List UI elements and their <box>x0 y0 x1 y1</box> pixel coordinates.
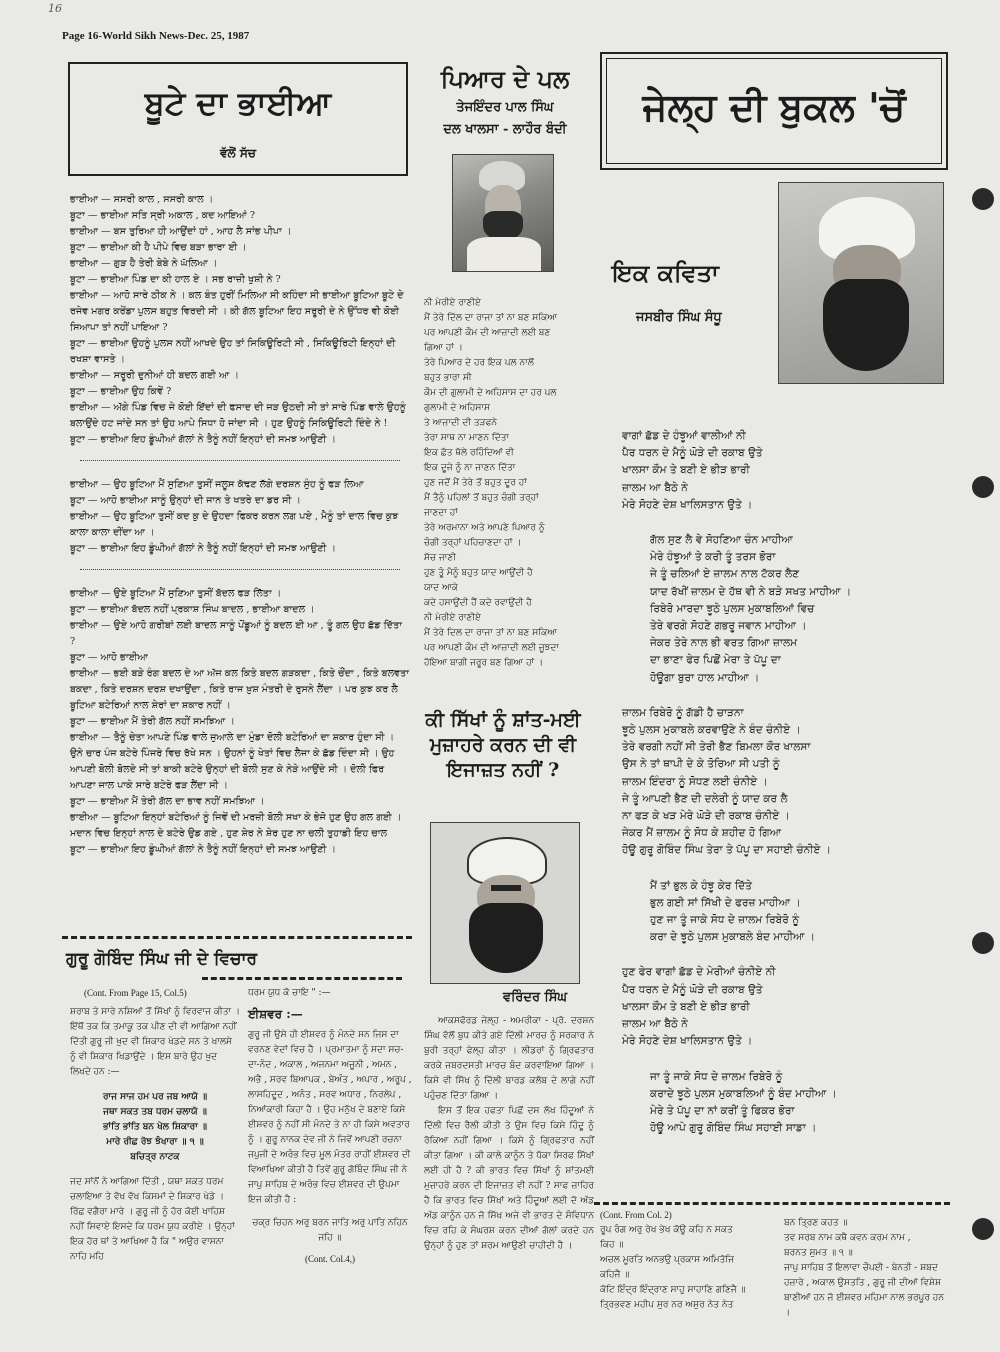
poem-line: ਮੈਂ ਤੇਰੇ ਦਿੱਲ ਦਾ ਰਾਜਾ ਤਾਂ ਨਾ ਬਣ ਸਕਿਆ <box>424 313 558 323</box>
poem-stanza <box>622 428 948 514</box>
poem-line: ਦਾ ਭਾਣਾ ਫੇਰ ਪਿਛੋਂ ਮੇਰਾ ਤੇ ਪੱਪੂ ਦਾ <box>650 654 781 667</box>
guru-col-a <box>70 986 240 1265</box>
left-story-body <box>70 192 410 858</box>
poem-line: ਜਾਣਦਾ ਹਾਂ <box>424 508 458 518</box>
poem-line: ਯਾਦ ਆਕੇ <box>424 583 458 593</box>
jail-title: ਜੇਲ੍ਹ ਦੀ ਬੁਕਲ 'ਚੋਂ <box>642 84 906 129</box>
poem-line: ਨਾ ਫੜ ਕੇ ਖੜ ਮੇਰੇ ਘੋੜੇ ਦੀ ਰਕਾਬ ਚੰਨੀਏ । <box>622 810 790 823</box>
continued-line: ਤਵ ਸਰਬ ਨਾਮ ਕਥੈ ਕਵਨ ਕਰਮ ਨਾਮ , <box>784 1233 911 1243</box>
guru-story-header <box>62 930 412 986</box>
poem-line: ਨੀ ਮੇਰੀਏ ਰਾਣੀਏ <box>424 298 481 308</box>
poem-line: ਗੁਲਾਮੀ ਦੇ ਅਹਿਸਾਸ <box>424 403 490 413</box>
dialogue-line: ਭਾਈਆ — ਗੁੜ ਹੈ ਤੇਰੀ ਬੇਬੇ ਨੇ ਘੱਲਿਆ । <box>70 258 218 269</box>
poem-line: ਜ਼ਾਲਮ ਆ ਬੈਠੇ ਨੇ <box>622 481 688 494</box>
poem-line: ਕੌਮ ਦੀ ਗੁਲਾਮੀ ਦੇ ਅਹਿਸਾਸ ਦਾ ਹਰ ਪਲ <box>424 388 557 398</box>
guru-cont-to: (Cont. Col.4,) <box>304 1254 355 1264</box>
dialogue-line: ਬੂਟਾ — ਭਾਈਆ ਕੀ ਹੈ ਪੀਪੇ ਵਿਚ ਬੜਾ ਭਾਰਾ ਈ । <box>70 242 247 253</box>
continued-line: ਕਿਹ ॥ <box>600 1240 624 1250</box>
dialogue-line: ਬੂਟਾ — ਭਾਈਆ ਇਹ ਡੂੰਘੀਆਂ ਗੱਲਾਂ ਨੇ ਤੈਨੂੰ ਨਹੀਂ ਇਨ੍ਹਾਂ ਦੀ ਸਮਝ ਆਉਣੀ । <box>70 543 336 554</box>
poem-line: ਕਰਾ ਦੇ ਝੂਠੇ ਪੁਲਸ ਮੁਕਾਬਲੇ ਬੰਦ ਮਾਹੀਆ । <box>650 931 816 944</box>
dotted-divider <box>80 460 400 461</box>
poem-line: ਹੁਣ ਜਦੋਂ ਮੈਂ ਤੇਰੇ ਤੋਂ ਬਹੁਤ ਦੂਰ ਹਾਂ <box>424 478 527 488</box>
poem-stanza <box>622 964 948 1050</box>
poem-line: ਸੱਚ ਜਾਣੀ <box>424 553 456 563</box>
dialogue-line: ਭਾਈਆ — ਉਏ ਆਹੋ ਗਰੀਬਾਂ ਲਈ ਬਾਦਲ ਸਾਨੂੰ ਪੋਂਡੂਆਂ ਨੂੰ ਬਦਲ ਈ ਆ , ਤੂੰ ਗਲ ਉਹ ਛੱਡ ਦਿੱਤਾ ? <box>70 620 402 647</box>
continued-line: ਕਹਿਜੈ ॥ <box>600 1270 630 1280</box>
left-story-title-box <box>68 62 408 176</box>
dialogue-line: ਬੂਟਾ — ਭਾਈਆ ਉਹ ਕਿਵੇਂ ? <box>70 386 172 397</box>
guru-verse <box>70 1090 240 1165</box>
dashed-rule <box>202 977 402 980</box>
poem-line: ਵਾਗਾਂ ਛੱਡ ਦੇ ਹੰਝੂਆਂ ਵਾਲੀਆਂ ਨੀ <box>622 430 746 442</box>
poem-line: ਤੇਰੇ ਅਰਮਾਨਾ ਅਤੇ ਆਪਣੇ ਪਿਆਰ ਨੂੰ <box>424 523 545 533</box>
poem-line: ਰਿਬੇਰੋ ਮਾਰਦਾ ਝੂਠੇ ਪੁਲਸ ਮੁਕਾਬਲਿਆਂ ਵਿਚ <box>650 602 815 615</box>
left-block-1 <box>70 192 410 448</box>
poem-line: ਜੇ ਤੂੰ ਚਲਿਆਂ ਏ ਜ਼ਾਲਮ ਨਾਲ ਟੱਕਰ ਲੈਣ <box>650 568 800 581</box>
dialogue-line: ਭਾਈਆ — ਸਰੂਰੀ ਦੁਨੀਆਂ ਹੀ ਬਦਲ ਗਈ ਆ । <box>70 370 239 381</box>
binder-hole <box>972 1218 994 1240</box>
poem-line: ਜੇਕਰ ਤੇਰੇ ਨਾਲ ਭੀ ਵਰਤ ਗਿਆ ਜ਼ਾਲਮ <box>650 637 798 650</box>
poem-line: ਹੋਊ ਗੁਰੂ ਗੋਬਿੰਦ ਸਿੰਘ ਤੇਰਾ ਤੇ ਪੱਪੂ ਦਾ ਸਹਾਈ ਚੰਨੀਏ । <box>622 844 831 857</box>
poem-line: ਜ਼ਾਲਮ ਰਿਬੇਰੋ ਨੂੰ ਗੱਡੀ ਹੈ ਚਾੜਨਾ <box>622 706 744 719</box>
poem-line: ਕਦੇ ਹਸਾਉਂਦੀ ਹੈਂ ਕਦੇ ਰਵਾਉਂਦੀ ਹੈ <box>424 598 532 608</box>
guru-paragraph: ਸ਼ਰਾਬ ਤੇ ਸਾਰੇ ਨਸ਼ਿਆਂ ਤੋਂ ਸਿੱਖਾਂ ਨੂੰ ਵਿਰਵਾਜ ਕੀਤਾ । ਇੱਥੋਂ ਤਕ ਕਿ ਤਮਾਕੂ ਤਕ ਪੀਣ ਦੀ ਵੀ ਆਗਿਆ ਨਹੀਂ ਦਿੱਤੀ ਗੁਰੂ ਜੀ ਖ਼ੁਦ ਵੀ ਸ਼ਿਕਾਰ ਖੇਡਦੇ ਸਨ ਤੇ ਖਾਲਸੇ ਨੂੰ ਵੀ ਸ਼ਿਕਾਰ ਖਿਡਾਉਂਦੇ । ਇਸ ਬਾਰੇ ਉਹ ਖ਼ੁਦ ਲਿਖਦੇ ਹਨ :— <box>70 1007 240 1077</box>
poem-line: ਜੇਕਰ ਮੈਂ ਜ਼ਾਲਮ ਨੂੰ ਸੋਧ ਕੇ ਸ਼ਹੀਦ ਹੋ ਗਿਆ <box>622 827 782 840</box>
dialogue-line: ਭਾਈਆ — ਭਈ ਬੜੇ ਰੰਗ ਬਦਲ ਦੇ ਆ ਅੱਜ ਕਲ ਕਿਤੇ ਬਦਲ ਗੜਕਦਾ , ਕਿਤੇ ਚੌਂਦਾ , ਕਿਤੇ ਬਲਵਤਾ ਬਕਦਾ , ਕਿਤੇ ਦਰਸ਼ਨ ਦਰਸ਼ ਦਖਾਉਂਦਾ , ਕਿਤੇ ਰਾਜ ਖ਼ੁਸ਼ ਮੰਤਰੀ ਦੇ ਰੁਸਨੇ ਲੈਂਦਾ । ਪਰ ਕੁਝ ਕਰ ਲੈ ਬੂਟਿਆ ਬਟੇਰਿਆਂ ਨਾਲ ਸ਼ੇਰਾਂ ਦਾ ਸ਼ਕਾਰ ਨਹੀਂ । <box>70 668 410 711</box>
binder-hole <box>972 476 994 498</box>
poem-line: ਜਾ ਤੂੰ ਜਾਕੇ ਸੋਧ ਦੇ ਜ਼ਾਲਮ ਰਿਬੇਰੋ ਨੂੰ <box>650 1070 783 1083</box>
poem-line: ਜੇ ਤੂੰ ਆਪਣੀ ਭੈਣ ਦੀ ਦਲੇਰੀ ਨੂੰ ਯਾਦ ਕਰ ਲੈ <box>622 792 788 805</box>
dialogue-line: ਬੂਟਾ — ਭਾਈਆ ਮੈਂ ਤੇਰੀ ਗੱਲ ਨਹੀਂ ਸਮਝਿਆ । <box>70 716 235 727</box>
dialogue-line: ਬੂਟਾ — ਭਾਈਆ ਉਹਨੂੰ ਪੁਲਸ ਨਹੀਂ ਆਖਦੇ ਉਹ ਤਾਂ ਸਿਕਿਊਰਿਟੀ ਸੀ , ਸਿਕਿਊਰਿਟੀ ਇਨ੍ਹਾਂ ਦੀ ਰਖਸ਼ਾ ਵਾਸਤੇ । <box>70 338 396 365</box>
poem-line: ਗੱਲ ਸੁਣ ਲੈ ਵੇ ਸੋਹਣਿਆ ਚੰਨ ਮਾਹੀਆ <box>650 534 793 547</box>
dashed-rule <box>62 936 412 939</box>
poem-line: ਇਕ ਛੱਤ ਥੱਲੇ ਰਹਿੰਦਿਆਂ ਵੀ <box>424 448 514 458</box>
left-block-3 <box>70 586 410 858</box>
poem-line: ਬਹੁਤ ਭਾਰਾ ਸੀ <box>424 373 472 383</box>
jail-author: ਜਸਬੀਰ ਸਿੰਘ ਸੰਧੂ <box>636 310 722 325</box>
poem-line: ਹੋਇਆ ਬਾਗੀ ਜਰੂਰ ਬਣ ਗਿਆ ਹਾਂ । <box>424 658 544 668</box>
poem-line: ਮੈਂ ਤੈਨੂੰ ਪਹਿਲਾਂ ਤੋਂ ਬਹੁਤ ਚੰਗੀ ਤਰ੍ਹਾਂ <box>424 493 539 503</box>
poem-stanza <box>622 878 948 947</box>
guru-col-b-top: ਧਰਮ ਯੁਧ ਕੋ ਚਾਇ " :— <box>248 988 331 998</box>
poem-line: ਯਾਦ ਰੱਖੀਂ ਜ਼ਾਲਮ ਦੇ ਹੱਥ ਵੀ ਨੇ ਬੜੇ ਸਖਤ ਮਾਹੀਆ । <box>650 585 852 598</box>
binder-hole <box>972 932 994 954</box>
continued-line: ਤ੍ਰਿਭਵਣ ਮਹੀਪ ਸੁਰ ਨਰ ਅਸੁਰ ਨੇਤ ਨੇਤ <box>600 1300 734 1310</box>
photo-tejinder-pal-singh <box>452 154 554 272</box>
dialogue-line: ਭਾਈਆ — ਉਹ ਬੂਟਿਆ ਮੈਂ ਸੁਣਿਆ ਤੁਸੀਂ ਜਲੂਸ ਕੱਢਣ ਲੱਗੇ ਦਰਸ਼ਨ ਸੁੰਹ ਨੂੰ ਫੜ ਲਿਆ <box>70 479 364 490</box>
poem-line: ਪਰ ਆਪਣੀ ਕੌਮ ਦੀ ਆਜ਼ਾਦੀ ਲਈ ਜੂਝਦਾ <box>424 643 559 653</box>
poem-line: ਤੇਰੇ ਪਿਆਰ ਦੇ ਹਰ ਇਕ ਪਲ ਨਾਲੋਂ <box>424 358 534 368</box>
dialogue-line: ਬੂਟਾ — ਭਾਈਆ ਮੈਂ ਤੇਰੀ ਗੱਲ ਦਾ ਭਾਵ ਨਹੀਂ ਸਮਝਿਆ । <box>70 796 265 807</box>
pyar-poem <box>424 296 592 671</box>
poem-line: ਪਰ ਆਪਣੀ ਕੌਮ ਦੀ ਆਜ਼ਾਦੀ ਲਈ ਬਣ <box>424 328 551 338</box>
dialogue-line: ਭਾਈਆ — ਉਹ ਬੂਟਿਆ ਤੁਸੀਂ ਕਦ ਕੁ ਦੇ ਉਹਦਾ ਫਿਕਰ ਕਰਨ ਲਗ ਪਏ , ਮੈਨੂੰ ਤਾਂ ਦਾਲ ਵਿਚ ਕੁਝ ਕਾਲਾ ਕਾਲਾ ਦੀਂਦਾ ਆ । <box>70 511 399 538</box>
guru-col-a-text <box>70 1005 240 1080</box>
march-body <box>424 1014 594 1254</box>
guru-col-b-text <box>248 1028 412 1208</box>
photo-jasbir-singh-sandhu <box>778 182 944 384</box>
dialogue-line: ਬੂਟਾ — ਭਾਈਆ ਪਿੰਡ ਦਾ ਕੀ ਹਾਲ ਏ । ਸਭ ਰਾਜ਼ੀ ਖੁਸ਼ੀ ਨੇ ? <box>70 274 281 285</box>
continued-label: (Cont. From Col. 2) <box>600 1210 672 1220</box>
continued-line: ਕੋਟਿ ਇੰਦ੍ਰ ਇੰਦ੍ਰਾਣ ਸਾਹੁ ਸਾਹਾਣਿ ਗਣਿਜੈ ॥ <box>600 1285 746 1295</box>
poem-stanza <box>622 705 948 860</box>
guru-col-a-end <box>70 1175 240 1265</box>
poem-line: ਮੇਰੇ ਤੇ ਪੱਪੂ ਦਾ ਨਾਂ ਕਰੀਂ ਤੂੰ ਫਿਕਰ ਭੋਰਾ <box>650 1104 795 1117</box>
jail-title-box <box>600 52 948 170</box>
poem-line: ਨੀ ਮੇਰੀਏ ਰਾਣੀਏ <box>424 613 481 623</box>
verse-line: ਬਚਿਤ੍ਰ ਨਾਟਕ <box>130 1152 180 1162</box>
continued-left <box>600 1208 776 1313</box>
dialogue-line: ਬੂਟਾ — ਭਾਈਆ ਇਹ ਡੂੰਘੀਆਂ ਗੱਲਾਂ ਨੇ ਤੈਨੂੰ ਨਹੀਂ ਇਨ੍ਹਾਂ ਦੀ ਸਮਝ ਆਉਣੀ । <box>70 434 336 445</box>
guru-paragraph: ਗੁਰੂ ਜੀ ਉਸੇ ਹੀ ਈਸ਼ਵਰ ਨੂੰ ਮੰਨਦੇ ਸਨ ਜਿਸ ਦਾ ਵਰਨਣ ਵੇਦਾਂ ਵਿਚ ਹੈ । ਪ੍ਰਮਾਤਮਾ ਨੂੰ ਸਦਾ ਸਚ-ਦਾ-ਨੰਦ , ਅਕਾਲ , ਅਜਨਮਾ ਅਜੂਨੀ , ਅਮਨ , ਅਭੈ , ਸਰਵ ਬਿਆਪਕ , ਬੇਅੰਤ , ਅਪਾਰ , ਅਰੂਪ , ਲਾਸਹਿਦੂਦ , ਅਨੰਤ , ਸਰਵ ਅਧਾਰ , ਨਿਰਲੇਪ , ਨਿਆਂਕਾਰੀ ਕਿਹਾ ਹੈ । ਉਹ ਮਨੁੱਖ ਦੇ ਬਣਾਏ ਕਿਸੇ ਈਸ਼ਵਰ ਨੂੰ ਨਹੀਂ ਸੀ ਮੰਨਦੇ ਤੇ ਨਾ ਹੀ ਕਿਸੇ ਅਵਤਾਰ ਨੂੰ । ਗੁਰੂ ਨਾਨਕ ਦੇਵ ਜੀ ਨੇ ਜਿਵੇਂ ਆਪਣੀ ਰਚਨਾ ਜਪੁਜੀ ਦੇ ਅਰੰਭ ਵਿਚ ਮੂਲ ਮੰਤਰ ਰਾਹੀਂ ਈਸ਼ਵਰ ਦੀ ਵਿਆਖਿਆ ਕੀਤੀ ਹੈ ਤਿਵੇਂ ਗੁਰੂ ਗੋਬਿੰਦ ਸਿੰਘ ਜੀ ਨੇ ਜਾਪੁ ਸਾਹਿਬ ਦੇ ਅਰੰਭ ਵਿਚ ਈਸ਼ਵਰ ਦੀ ਉਪਮਾ ਇਜ ਕੀਤੀ ਹੈ : <box>248 1030 412 1205</box>
march-paragraph: ਇਸ ਤੋਂ ਇਕ ਹਫਤਾ ਪਿਛੋਂ ਦਸ ਲੱਖ ਹਿੰਦੂਆਂ ਨੇ ਦਿੱਲੀ ਵਿਚ ਰੈਲੀ ਕੀਤੀ ਤੇ ਉਸ ਵਿਚ ਕਿਸੇ ਹਿੰਦੂ ਨੂੰ ਰੋਕਿਆ ਨਹੀਂ ਗਿਆ । ਕਿਸੇ ਨੂੰ ਗ੍ਰਿਫਤਾਰ ਨਹੀਂ ਕੀਤਾ ਗਿਆ । ਕੀ ਕਾਲੇ ਕਾਨੂੰਨ ਤੇ ਧੱਕਾ ਸਿਰਫ ਸਿੱਖਾਂ ਲਈ ਹੀ ਹੈ ? ਕੀ ਭਾਰਤ ਵਿਚ ਸਿੱਖਾਂ ਨੂੰ ਸ਼ਾਂਤਮਈ ਮੁਜ਼ਾਹਰੇ ਕਰਨ ਦੀ ਇਜਾਜ਼ਤ ਵੀ ਨਹੀਂ ? ਸਾਫ ਜ਼ਾਹਿਰ ਹੈ ਕਿ ਭਾਰਤ ਵਿਚ ਸਿੱਖਾਂ ਅਤੇ ਹਿੰਦੂਆਂ ਲਈ ਦੋ ਅੱਡ ਅੱਡ ਕਾਨੂੰਨ ਹਨ ਜੋ ਸਿੱਖ ਅਜੇ ਵੀ ਭਾਰਤ ਦੇ ਸੰਵਿਧਾਨ ਵਿਚ ਰਹਿ ਕੇ ਸੰਘਰਸ਼ ਕਰਨ ਦੀਆਂ ਗੱਲਾਂ ਕਰਦੇ ਹਨ ਉਨ੍ਹਾਂ ਨੂੰ ਹੁਣ ਤਾਂ ਸ਼ਰਮ ਆਉਣੀ ਚਾਹੀਦੀ ਹੈ । <box>424 1106 594 1251</box>
verse-line: ਮਾਰੇ ਰੀਛ ਰੋਝ ਝੰਖਾਰਾ ॥ ੧ ॥ <box>106 1137 204 1147</box>
guru-col-b <box>248 986 412 1267</box>
dialogue-line: ਭਾਈਆ — ਤੈਨੂੰ ਚੇਤਾ ਆਪਣੇ ਪਿੰਡ ਵਾਲੇ ਜੁਆਲੇ ਦਾ ਮੁੰਡਾ ਦੋਲੀ ਬਟੇਰਿਆਂ ਦਾ ਸ਼ਕਾਰ ਹੁੰਦਾ ਸੀ । ਉਨੇ ਚਾਰ ਪੰਜ ਬਟੇਰੇ ਪਿੰਜਰੇ ਵਿਚ ਰੱਖੇ ਸਨ । ਉਹਨਾਂ ਨੂੰ ਖੇਤਾਂ ਵਿਚ ਲੈਜਾ ਕੇ ਛੱਡ ਦਿੰਦਾ ਸੀ । ਉਹ ਆਪਣੀ ਬੋਲੀ ਬੋਲਦੇ ਸੀ ਤਾਂ ਬਾਕੀ ਬਟੇਰੇ ਉਨ੍ਹਾਂ ਦੀ ਬੋਲੀ ਸੁਣ ਕੇ ਨੇੜੇ ਆਉਂਦੇ ਸੀ । ਦੋਲੀ ਫਿਰ ਆਪਣਾ ਜਾਲ ਪਾਕੇ ਸਾਰੇ ਬਟੇਰੇ ਫੜ ਲੈਂਦਾ ਸੀ । <box>70 732 395 791</box>
poem-line: ਇਕ ਦੂਜੇ ਨੂੰ ਨਾ ਜਾਣਨ ਦਿੱਤਾ <box>424 463 516 473</box>
guru-cont-from: (Cont. From Page 15, Col.5) <box>84 988 187 998</box>
poem-line: ਭੁਲ ਗਈ ਸਾਂ ਸਿੱਖੀ ਦੇ ਫਰਜ਼ ਮਾਹੀਆ । <box>650 896 801 909</box>
verse-line: ਰਾਜ ਸਾਜ ਹਮ ਪਰ ਜਬ ਆਯੋ ॥ <box>102 1092 208 1102</box>
march-title: ਕੀ ਸਿੱਖਾਂ ਨੂੰ ਸ਼ਾਂਤ-ਮਈ ਮੁਜ਼ਾਹਰੇ ਕਰਨ ਦੀ ਵੀ ਇਜਾਜ਼ਤ ਨਹੀਂ ? <box>425 709 581 781</box>
verse-line: ਜਥਾ ਸਕਤ ਤਬ ਧਰਮ ਚਲਾਯੋ ॥ <box>103 1107 207 1117</box>
poem-line: ਮੈਂ ਤੇਰੇ ਦਿਲ ਦਾ ਰਾਜਾ ਤਾਂ ਨਾ ਬਣ ਸਕਿਆ <box>424 628 558 638</box>
guru-paragraph: ਜਦ ਸਾਂਨੋਂ ਨੇ ਆਗਿਆ ਦਿੱਤੀ , ਯਥਾ ਸ਼ਕਤ ਧਰਮ ਚਲਾਇਆ ਤੇ ਵੱਖ ਵੱਖ ਕਿਸਮਾਂ ਦੇ ਸ਼ਿਕਾਰ ਖੇਡੇ । ਰਿੱਛ ਵਗੈਰਾ ਮਾਰੇ । ਗੁਰੂ ਜੀ ਨੂੰ ਹੋਰ ਕੋਈ ਖਾਹਿਸ਼ ਨਹੀਂ ਸਿਵਾਏ ਇਸਦੇ ਕਿ ਧਰਮ ਯੁਧ ਕਰੀਏ । ਉਨ੍ਹਾਂ ਇਕ ਹੋਰ ਥਾਂ ਤੇ ਆਖਿਆ ਹੈ ਕਿ " ਅਉਰ ਵਾਸਨਾ ਨਾਹਿ ਮਹਿ <box>70 1177 235 1262</box>
continued-line: ਬਨ ਤ੍ਰਿਣ ਕਹਤ ॥ <box>784 1218 848 1228</box>
continued-line: ਜਾਪੁ ਸਾਹਿਬ ਤੋਂ ਇਲਾਵਾ ਚੌਪਈ - ਬੇਨਤੀ - ਸ਼ਬਦ ਹਜ਼ਾਰੇ , ਅਕਾਲ ਉਸਤਤਿ , ਗੁਰੂ ਜੀ ਦੀਆਂ ਵਿਸ਼ੇਸ਼ ਬਾਣੀਆਂ ਹਨ ਜੋ ਈਸ਼ਵਰ ਮਹਿਮਾ ਨਾਲ ਭਰਪੂਰ ਹਨ । <box>784 1263 944 1318</box>
dotted-divider <box>80 569 400 570</box>
dialogue-line: ਬੂਟਾ — ਭਾਈਆ ਬੱਦਲ ਨਹੀਂ ਪ੍ਰਕਾਸ਼ ਸਿੰਘ ਬਾਦਲ , ਭਾਈਆ ਬਾਦਲ । <box>70 604 315 615</box>
dialogue-line: ਬੂਟਾ — ਭਾਈਆ ਸਤਿ ਸ੍ਰੀ ਅਕਾਲ , ਕਦ ਆਇਆਂ ? <box>70 210 256 221</box>
dialogue-line: ਬੂਟਾ — ਆਹੋ ਭਾਈਆ ਸਾਨੂੰ ਉਨ੍ਹਾਂ ਦੀ ਜਾਨ ਤੇ ਖਤਰੇ ਦਾ ਡਰ ਸੀ । <box>70 495 301 506</box>
dialogue-line: ਬੂਟਾ — ਭਾਈਆ ਇਹ ਡੂੰਘੀਆਂ ਗੱਲਾਂ ਨੇ ਤੈਨੂੰ ਨਹੀਂ ਇਨ੍ਹਾਂ ਦੀ ਸਮਝ ਆਉਣੀ । <box>70 844 336 855</box>
poem-line: ਕਰਾਦੇ ਝੂਠੇ ਪੁਲਸ ਮੁਕਾਬਲਿਆਂ ਨੂੰ ਬੰਦ ਮਾਹੀਆ । <box>650 1087 837 1100</box>
dashed-rule <box>594 1202 950 1205</box>
poem-line: ਮੇਰੇ ਸੋਹਣੇ ਦੇਸ਼ ਖਾਲਿਸਤਾਨ ਉਤੇ । <box>622 498 753 511</box>
march-caption: ਵਰਿੰਦਰ ਸਿੰਘ <box>502 990 568 1005</box>
binder-hole <box>972 188 994 210</box>
poem-line: ਪੈਰ ਧਰਨ ਦੇ ਮੈਨੂੰ ਘੋੜੇ ਦੀ ਰਕਾਬ ਉਤੇ <box>622 983 763 996</box>
poem-line: ਤੇਰੇ ਵਰਗੇ ਸੋਹਣੇ ਗਭਰੂ ਜਵਾਨ ਮਾਹੀਆ । <box>650 620 807 633</box>
pyar-author: ਤੇਜਇੰਦਰ ਪਾਲ ਸਿੰਘ <box>456 100 554 115</box>
poem-line: ਹੁਣ ਤੂੰ ਮੈਨੂੰ ਬਹੁਤ ਯਾਦ ਆਉਂਦੀ ਹੈ <box>424 568 533 578</box>
jail-subtitle: ਇਕ ਕਵਿਤਾ <box>612 258 719 287</box>
poem-line: ਹੋਊ ਆਪੇ ਗੁਰੂ ਗੋਬਿੰਦ ਸਿੰਘ ਸਹਾਈ ਸਾਡਾ । <box>650 1122 817 1135</box>
ishwar-heading: ਈਸ਼ਵਰ :— <box>248 1007 303 1021</box>
dialogue-line: ਬੂਟਾ — ਆਹੋ ਭਾਈਆ <box>70 652 148 663</box>
poem-line: ਜ਼ਾਲਮ ਇੰਦਰਾ ਨੂੰ ਸੋਧਣ ਲਈ ਚੰਨੀਏ । <box>622 775 768 788</box>
verse-line: ਭਾਂਤਿ ਭਾਂਤਿ ਬਨ ਖੇਲ ਸ਼ਿਕਾਰਾ ॥ <box>103 1122 207 1132</box>
left-story-byline: ਵੱਲੋਂ ਸੱਚ <box>220 146 256 160</box>
poem-stanza <box>622 1069 948 1138</box>
continued-right-lines <box>784 1216 948 1321</box>
poem-line: ਮੈਂ ਤਾਂ ਭੁਲ ਕੇ ਹੰਝੂ ਕੇਰ ਦਿੱਤੇ <box>650 879 752 892</box>
poem-line: ਹੁਣ ਜਾ ਤੂੰ ਜਾਕੇ ਸੋਧ ਦੇ ਜ਼ਾਲਮ ਰਿਬੇਰੋ ਨੂੰ <box>650 914 800 927</box>
poem-line: ਖਾਲਸਾ ਕੌਮ ਤੇ ਬਣੀ ਏ ਭੀੜ ਭਾਰੀ <box>622 464 750 477</box>
left-story-title: ਬੂਟੇ ਦਾ ਭਾਈਆ <box>144 84 332 122</box>
guru-col-b-verse: ਚਕ੍ਰ ਚਿਹਨ ਅਰੁ ਬਰਨ ਜਾਤਿ ਅਰੁ ਪਾਤਿ ਨਹਿਨ ਜਹਿ ॥ <box>252 1218 408 1243</box>
jail-poem <box>622 428 948 1155</box>
continued-line: ਰੂਪ ਰੰਗ ਅਰੁ ਰੇਖ ਭੇਖ ਕੋਊ ਕਹਿ ਨ ਸਕਤ <box>600 1225 733 1235</box>
poem-stanza <box>622 532 948 687</box>
poem-line: ਖਾਲਸਾ ਕੌਮ ਤੇ ਬਣੀ ਏ ਭੀੜ ਭਾਰੀ <box>622 1000 750 1013</box>
march-paragraph: ਆਕਸਫੋਰਡ ਜੇਲ੍ਹ - ਅਮਰੀਕਾ - ਪ੍ਰੋ. ਦਰਸ਼ਨ ਸਿੰਘ ਵੱਲੋਂ ਬੁਧ ਕੀਤੇ ਗਏ ਦਿੱਲੀ ਮਾਰਚ ਨੂੰ ਸਰਕਾਰ ਨੇ ਬੁਰੀ ਤਰ੍ਹਾਂ ਫੇਲ੍ਹ ਕੀਤਾ । ਲੀਡਰਾਂ ਨੂੰ ਗ੍ਰਿਫਤਾਰ ਕਰਕੇ ਜਬਰਦਸਤੀ ਮਾਰਚ ਬੰਦ ਕਰਵਾਇਆ ਗਿਆ । ਕਿਸੇ ਵੀ ਸਿੱਖ ਨੂੰ ਦਿੱਲੀ ਬਾਰਡ ਕਲੱਬ ਦੇ ਲਾਗੇ ਨਹੀਂ ਪਹੁੰਚਣ ਦਿੱਤਾ ਗਿਆ । <box>424 1016 594 1101</box>
poem-line: ਤੇਰੇ ਵਰਗੀ ਨਹੀਂ ਸੀ ਤੇਰੀ ਭੈਣ ਬਿਮਲਾ ਕੌਰ ਖਾਲਸਾ <box>622 741 811 754</box>
guru-story-title: ਗੁਰੂ ਗੋਬਿੰਦ ਸਿੰਘ ਜੀ ਦੇ ਵਿਚਾਰ <box>66 949 258 969</box>
poem-line: ਹੋਊਗਾ ਬੁਰਾ ਹਾਲ ਮਾਹੀਆ । <box>650 671 760 684</box>
continued-left-lines <box>600 1223 776 1313</box>
continued-line: ਬਰਨਤ ਸੁਮਤ ॥ ੧ ॥ <box>784 1248 853 1258</box>
dialogue-line: ਭਾਈਆ — ਉਏ ਬੂਟਿਆ ਮੈਂ ਸੁਣਿਆ ਤੁਸੀਂ ਬੱਦਲ ਫੜ ਲਿੱਤਾ । <box>70 588 282 599</box>
dialogue-line: ਭਾਈਆ — ਸਸਰੀ ਕਾਲ , ਸਸਰੀ ਕਾਲ । <box>70 194 214 205</box>
left-block-2 <box>70 477 410 557</box>
dialogue-line: ਭਾਈਆ — ਬਸ ਤੁਰਿਆ ਹੀ ਆਉਂਦਾਂ ਹਾਂ , ਆਹ ਲੈ ਸਾਂਭ ਪੀਪਾ । <box>70 226 292 237</box>
dialogue-line: ਭਾਈਆ — ਅੱਗੇ ਪਿੰਡ ਵਿਚ ਜੇ ਕੋਈ ਇੱਦਾਂ ਦੀ ਫਸਾਦ ਦੀ ਜੜ ਉਠਦੀ ਸੀ ਤਾਂ ਸਾਰੇ ਪਿੰਡ ਵਾਲੇ ਉਹਨੂੰ ਬਲਾਉਂਦੇ ਹਟ ਜਾਂਦੇ ਸਨ ਤਾਂ ਉਹ ਆਪੇ ਸਿਧਾ ਹੋ ਜਾਂਦਾ ਸੀ । ਹੁਣ ਉਹਨੂੰ ਸਿਕਿਊਰਿਟੀ ਦਿੰਦੇ ਨੇ ! <box>70 402 406 429</box>
poem-line: ਤੇਰਾ ਸਾਥ ਨਾ ਮਾਣਨ ਦਿੱਤਾ <box>424 433 510 443</box>
poem-line: ਹੁਣ ਫੇਰ ਵਾਗਾਂ ਛੱਡ ਦੇ ਮੇਰੀਆਂ ਚੰਨੀਏ ਨੀ <box>622 966 776 979</box>
continued-line: ਅਚਲ ਮੂਰਤਿ ਅਨਭਉ ਪ੍ਰਕਾਸ ਅਮਿਤੋਜਿ <box>600 1255 735 1265</box>
pyar-title: ਪਿਆਰ ਦੇ ਪਲ <box>440 64 570 93</box>
poem-line: ਮੇਰੇ ਸੋਹਣੇ ਦੇਸ਼ ਖਾਲਿਸਤਾਨ ਉਤੇ । <box>622 1035 753 1048</box>
dialogue-line: ਭਾਈਆ — ਆਹੋ ਸਾਰੇ ਠੀਕ ਨੇ । ਕਲ ਬੰਤ ਹੁਰੀਂ ਮਿਲਿਆ ਸੀ ਕਹਿੰਦਾ ਸੀ ਭਾਈਆ ਬੂਟਿਆ ਬੂਟੇ ਦੇ ਰਜੇਵ ਮਗਰ ਕਰੇਂਡਾ ਪੁਲਸ ਬਹੁਤ ਵਿਰਦੀ ਸੀ । ਕੀ ਗੱਲ ਬੂਟਿਆ ਇਹ ਸਰੂਰੀ ਦੇ ਨੇ ਉੱਧਰ ਵੀ ਕੋਈ ਸਿਆਪਾ ਤਾਂ ਨਹੀਂ ਪਾਇਆ ? <box>70 290 404 333</box>
poem-line: ਉਸ ਨੇ ਤਾਂ ਥਾਪੀ ਦੇ ਕੇ ਤੋਰਿਆ ਸੀ ਪਤੀ ਨੂੰ <box>622 758 780 771</box>
handwritten-page-number: 16 <box>48 2 62 15</box>
pyar-affiliation: ਦਲ ਖਾਲਸਾ - ਲਾਹੌਰ ਬੰਦੀ <box>443 122 567 137</box>
poem-line: ਚੰਗੀ ਤਰ੍ਹਾਂ ਪਹਿਚਾਣਦਾ ਹਾਂ । <box>424 538 522 548</box>
poem-line: ਮੇਰੇ ਹੰਝੂਆਂ ਤੇ ਕਰੀ ਤੂੰ ਤਰਸ ਭੋਰਾ <box>650 551 776 564</box>
poem-line: ਝੂਠੇ ਪੁਲਸ ਮੁਕਾਬਲੇ ਕਰਵਾਉਣੇ ਨੇ ਬੰਦ ਚੰਨੀਏ । <box>622 724 801 737</box>
poem-line: ਪੈਰ ਧਰਨ ਦੇ ਮੈਨੂੰ ਘੋੜੇ ਦੀ ਰਕਾਬ ਉਤੇ <box>622 447 763 460</box>
poem-line: ਤੇ ਆਜ਼ਾਦੀ ਦੀ ਤੜਫਨੇ <box>424 418 498 428</box>
dialogue-line: ਭਾਈਆ — ਬੂਟਿਆ ਇਨ੍ਹਾਂ ਬਟੇਰਿਆਂ ਨੂੰ ਜਿਵੇਂ ਦੀ ਮਰਜ਼ੀ ਬੋਲੀ ਸਖਾ ਕੇ ਭੇਜੋ ਹੁਣ ਉਹ ਗਲ ਗਈ । ਮਦਾਨ ਵਿਚ ਇਨ੍ਹਾਂ ਨਾਲ ਦੇ ਬਟੇਰੇ ਉਡ ਗਏ , ਹੁਣ ਸ਼ੇਰ ਨੇ ਸ਼ੇਰ ਹੁਣ ਨਾ ਚਲੀ ਤੁਹਾਡੀ ਇਹ ਚਾਲ <box>70 812 402 839</box>
poem-line: ਜ਼ਾਲਮ ਆ ਬੈਠੇ ਨੇ <box>622 1018 688 1031</box>
photo-varinder-singh <box>430 822 580 984</box>
page-folio: Page 16-World Sikh News-Dec. 25, 1987 <box>62 30 250 42</box>
poem-line: ਗਿਆ ਹਾਂ । <box>424 343 463 353</box>
